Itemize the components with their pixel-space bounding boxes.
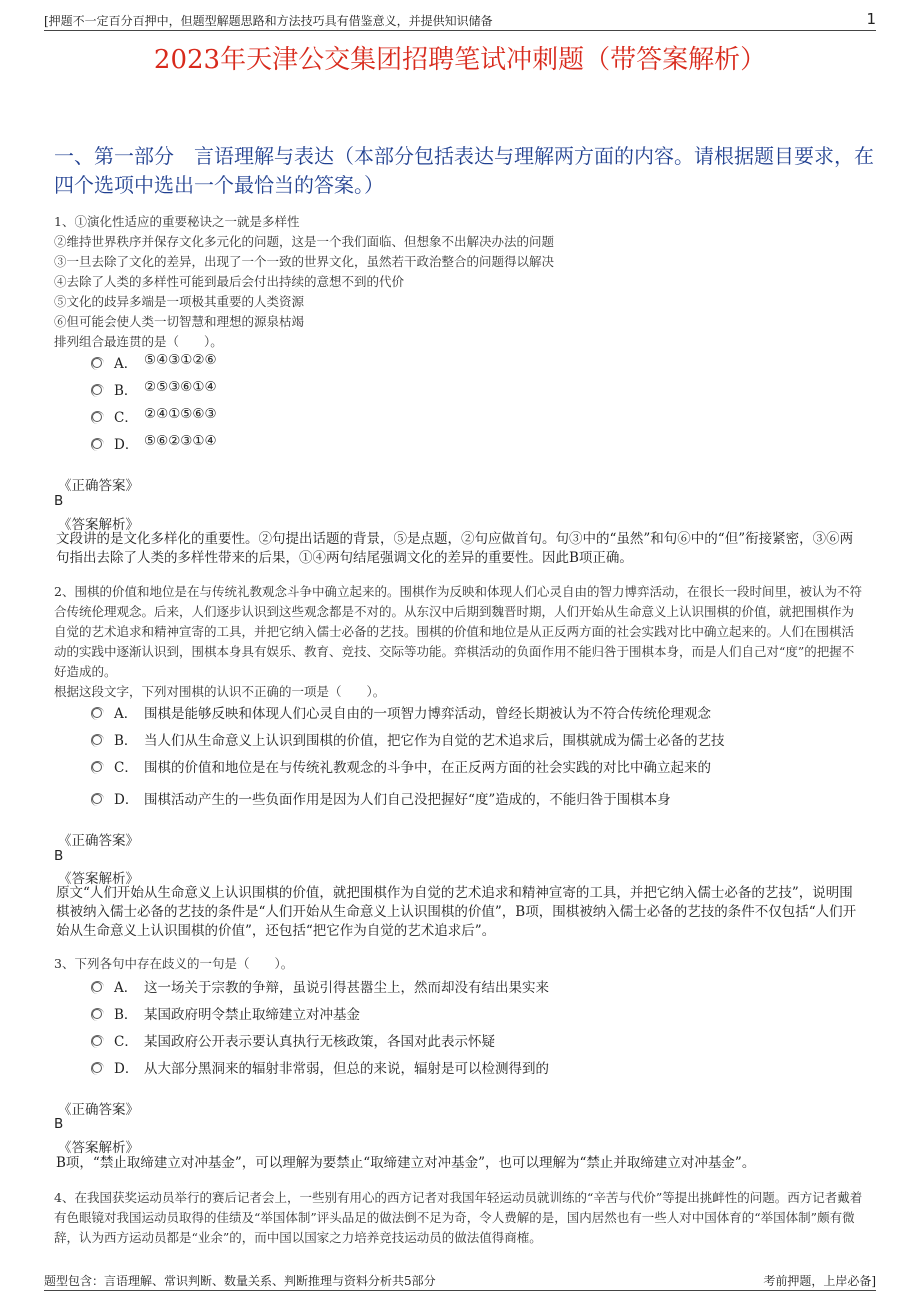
radio-button-icon[interactable] [92, 982, 102, 992]
question-line: 根据这段文字，下列对围棋的认识不正确的一项是（ ）。 [54, 684, 386, 699]
option-text: 从大部分黑洞来的辐射非常弱，但总的来说，辐射是可以检测得到的 [144, 1061, 549, 1077]
footer-right-text: 考前押题，上岸必备] [763, 1274, 876, 1288]
question-line: 4、在我国获奖运动员举行的赛后记者会上，一些别有用心的西方记者对我国年轻运动员就训练的“辛苦与代价”等提出挑衅性的问题。西方记者戴着有色眼镜对我国运动员取得的佳绩及“举国体制”评头品足的做法倒不足为奇，令人费解的是，国内居然也有一些人对中国体育的“举国体制”颇有微辞，认为西方运动员都是“业余”的，而中国以国家之力培养竞技运动员的做法值得商榷。 [54, 1190, 863, 1245]
option-letter: B． [114, 383, 138, 399]
option-letter: C． [114, 1034, 138, 1050]
radio-button-icon[interactable] [92, 1036, 102, 1046]
correct-answer-value: B [54, 1116, 64, 1132]
explanation-label: 《答案解析》 [58, 871, 139, 887]
option-text: 这一场关于宗教的争辩，虽说引得甚嚣尘上，然而却没有结出果实来 [144, 980, 549, 996]
option-text: ②⑤③⑥①④ [144, 379, 217, 395]
question-4-stem [54, 1188, 864, 1248]
option-letter: C． [114, 760, 138, 776]
option-text: 围棋是能够反映和体现人们心灵自由的一项智力博弈活动，曾经长期被认为不符合传统伦理观念 [144, 706, 711, 722]
question-line: ④去除了人类的多样性可能到最后会付出持续的意想不到的代价 [54, 274, 405, 289]
question-2-stem [54, 582, 864, 702]
option-letter: D． [114, 1061, 139, 1077]
question-3-stem [54, 954, 864, 974]
radio-button-icon[interactable] [92, 794, 102, 804]
answer-explanation: 文段讲的是文化多样化的重要性。②句提出话题的背景，⑤是点题，②句应做首句。句③中的“虽然”和句⑥中的“但”衔接紧密，③⑥两句指出去除了人类的多样性带来的后果，①④两句结尾强调文化的差异的重要性。因此B项正确。 [56, 531, 854, 566]
correct-answer-label: 《正确答案》 [58, 478, 139, 494]
option-letter: A． [114, 356, 138, 372]
correct-answer-value: B [54, 493, 64, 509]
question-line: 排列组合最连贯的是（ ）。 [54, 334, 223, 349]
option-text: 当人们从生命意义上认识到围棋的价值，把它作为自觉的艺术追求后，围棋就成为儒士必备的艺技 [144, 733, 725, 749]
option-text: 围棋活动产生的一些负面作用是因为人们自己没把握好“度”造成的，不能归咎于围棋本身 [144, 792, 671, 808]
radio-button-icon[interactable] [92, 762, 102, 772]
page-header [44, 8, 876, 31]
radio-button-icon[interactable] [92, 1009, 102, 1019]
question-line: ⑥但可能会使人类一切智慧和理想的源泉枯竭 [54, 314, 305, 329]
option-text: 某国政府公开表示要认真执行无核政策，各国对此表示怀疑 [144, 1034, 495, 1050]
question-line: ②维持世界秩序并保存文化多元化的问题，这是一个我们面临、但想象不出解决办法的问题 [54, 234, 555, 249]
radio-button-icon[interactable] [92, 358, 102, 368]
question-line: 1、①演化性适应的重要秘诀之一就是多样性 [54, 214, 300, 229]
explanation-label: 《答案解析》 [58, 1140, 139, 1156]
section-text: 言语理解与表达（本部分包括表达与理解两方面的内容。请根据题目要求，在四个选项中选出一个最恰当的答案。） [54, 144, 874, 197]
radio-button-icon[interactable] [92, 735, 102, 745]
radio-button-icon[interactable] [92, 385, 102, 395]
question-1-stem [54, 212, 864, 352]
answer-explanation: B项，“禁止取缔建立对冲基金”，可以理解为要禁止“取缔建立对冲基金”，也可以理解为“禁止并取缔建立对冲基金”。 [56, 1155, 756, 1171]
option-letter: A． [114, 980, 138, 996]
option-letter: D． [114, 437, 139, 453]
answer-explanation: 原文“人们开始从生命意义上认识围棋的价值，就把围棋作为自觉的艺术追求和精神宣寄的工具，并把它纳入儒士必备的艺技”，说明围棋被纳入儒士必备的艺技的条件是“人们开始从生命意义上认识围棋的价值”，B项，围棋被纳入儒士必备的艺技的条件不仅包括“人们开始从生命意义上认识围棋的价值”，还包括“把它作为自觉的艺术追求后”。 [56, 885, 857, 939]
question-line: ⑤文化的歧异多端是一项极其重要的人类资源 [54, 294, 305, 309]
document-title: 2023年天津公交集团招聘笔试冲刺题（带答案解析） [153, 45, 767, 75]
question-line: 3、下列各句中存在歧义的一句是（ ）。 [54, 956, 294, 971]
correct-answer-label: 《正确答案》 [58, 1102, 139, 1118]
option-text: ⑤⑥②③①④ [144, 433, 217, 449]
option-letter: D． [114, 792, 139, 808]
page-number: 1 [866, 10, 876, 28]
correct-answer-value: B [54, 848, 64, 864]
radio-button-icon[interactable] [92, 412, 102, 422]
option-text: 围棋的价值和地位是在与传统礼教观念的斗争中，在正反两方面的社会实践的对比中确立起来的 [144, 760, 711, 776]
option-letter: B． [114, 733, 138, 749]
radio-button-icon[interactable] [92, 1063, 102, 1073]
option-letter: C． [114, 410, 138, 426]
section-label: 一、第一部分 [54, 144, 174, 168]
option-text: 某国政府明令禁止取缔建立对冲基金 [144, 1007, 360, 1023]
option-letter: A． [114, 706, 138, 722]
option-letter: B． [114, 1007, 138, 1023]
header-notice: [押题不一定百分百押中，但题型解题思路和方法技巧具有借鉴意义，并提供知识储备 [44, 14, 493, 28]
option-text: ②④①⑤⑥③ [144, 406, 217, 422]
explanation-label: 《答案解析》 [58, 517, 139, 533]
correct-answer-label: 《正确答案》 [58, 833, 139, 849]
question-line: 2、围棋的价值和地位是在与传统礼教观念斗争中确立起来的。围棋作为反映和体现人们心灵自由的智力博弈活动，在很长一段时间里，被认为不符合传统伦理观念。后来，人们逐步认识到这些观念都是不对的。从东汉中后期到魏晋时期，人们开始从生命意义上认识围棋的价值，就把围棋作为自觉的艺术追求和精神宣寄的工具，并把它纳入儒士必备的艺技。围棋的价值和地位是从正反两方面的社会实践对比中确立起来的。人们在围棋活动的实践中逐渐认识到，围棋本身具有娱乐、教育、竞技、交际等功能。弈棋活动的负面作用不能归咎于围棋本身，而是人们自己对“度”的把握不好造成的。 [54, 584, 862, 679]
option-text: ⑤④③①②⑥ [144, 352, 217, 368]
radio-button-icon[interactable] [92, 708, 102, 718]
radio-button-icon[interactable] [92, 439, 102, 449]
footer-left-text: 题型包含：言语理解、常识判断、数量关系、判断推理与资料分析共5部分 [44, 1274, 436, 1288]
section-heading [54, 142, 874, 200]
page-footer [44, 1268, 876, 1291]
question-line: ③一旦去除了文化的差异，出现了一个一致的世界文化，虽然若干政治整合的问题得以解决 [54, 254, 555, 269]
